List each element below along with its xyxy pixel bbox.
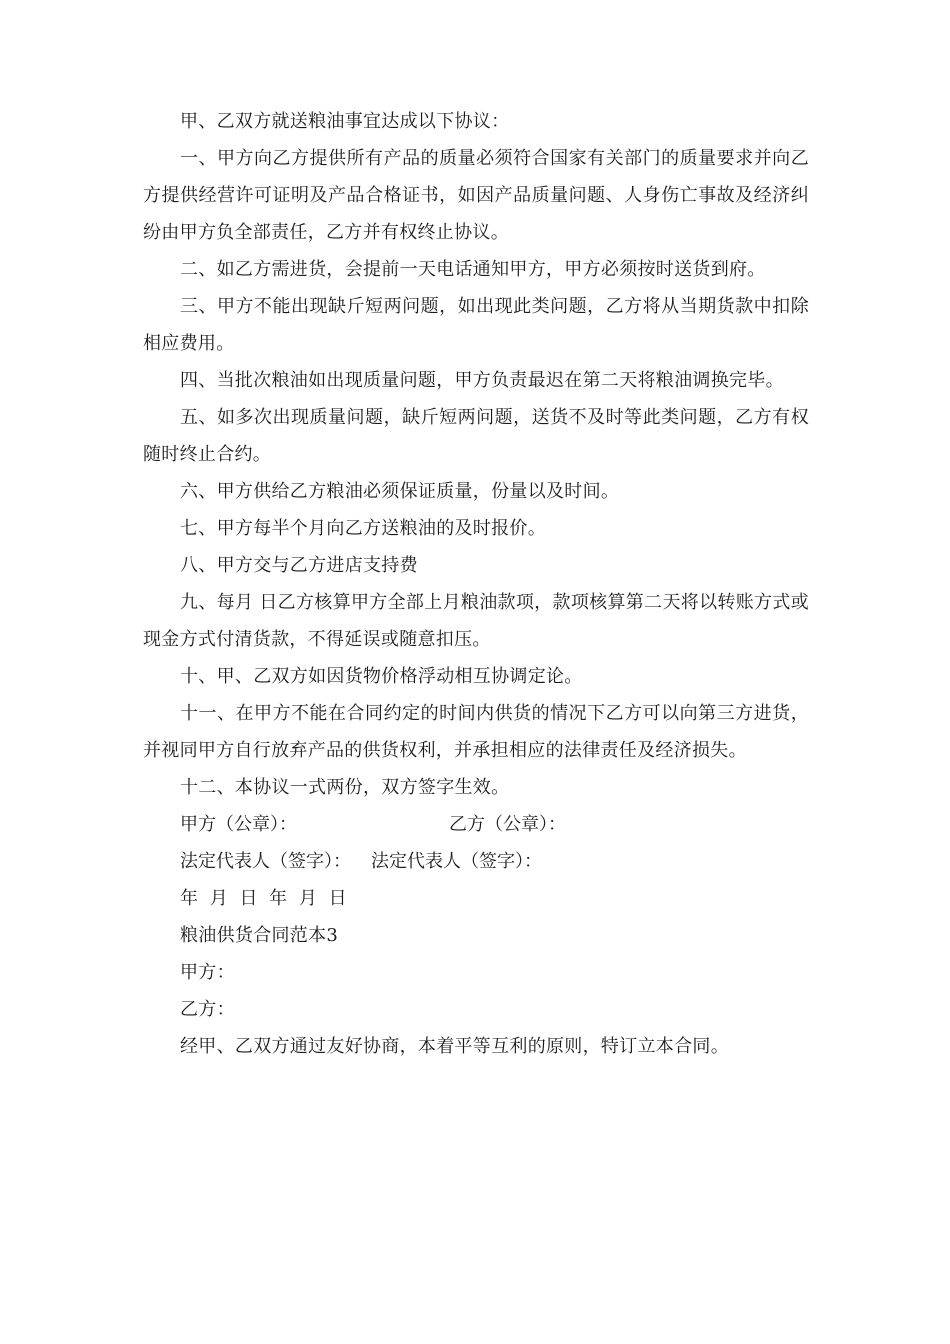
clause-2: 二、如乙方需进货，会提前一天电话通知甲方，甲方必须按时送货到府。 [180, 259, 766, 280]
clause-5: 五、如多次出现质量问题，缺斤短两问题，送货不及时等此类问题，乙方有权随时终止合约。 [143, 407, 809, 465]
next-contract-title: 粮油供货合同范本3 [180, 925, 339, 946]
seal-line [143, 806, 809, 843]
clause-4: 四、当批次粮油如出现质量问题，甲方负责最迟在第二天将粮油调换完毕。 [180, 370, 784, 391]
date-line-text: 年 月 日 年 月 日 [180, 888, 347, 909]
party-b-seal-label: 乙方（公章）： [449, 814, 566, 835]
document-body [143, 103, 809, 1065]
clause-11: 十一、在甲方不能在合同约定的时间内供货的情况下乙方可以向第三方进货，并视同甲方自行放弃产品的供货权利，并承担相应的法律责任及经济损失。 [143, 703, 809, 761]
agreement-intro: 甲、乙双方就送粮油事宜达成以下协议： [180, 111, 510, 132]
date-line [143, 880, 809, 917]
clause-10: 十、甲、乙双方如因货物价格浮动相互协调定论。 [180, 666, 583, 687]
next-contract-preamble: 经甲、乙双方通过友好协商，本着平等互利的原则，特订立本合同。 [180, 1036, 729, 1057]
clause-8: 八、甲方交与乙方进店支持费 [180, 555, 418, 576]
clause-12: 十二、本协议一式两份，双方签字生效。 [180, 777, 510, 798]
clause-3: 三、甲方不能出现缺斤短两问题，如出现此类问题，乙方将从当期货款中扣除相应费用。 [143, 296, 809, 354]
clause-6: 六、甲方供给乙方粮油必须保证质量，份量以及时间。 [180, 481, 620, 502]
party-a-seal-label: 甲方（公章）： [180, 814, 297, 835]
party-b-rep-label: 法定代表人（签字）： [371, 851, 542, 872]
clause-9: 九、每月 日乙方核算甲方全部上月粮油款项，款项核算第二天将以转账方式或现金方式付清货款，不得延误或随意扣压。 [143, 592, 809, 650]
next-contract-party-a: 甲方： [180, 962, 235, 983]
next-contract-party-b: 乙方： [180, 999, 235, 1020]
clause-7: 七、甲方每半个月向乙方送粮油的及时报价。 [180, 518, 546, 539]
representative-line [143, 843, 809, 880]
party-a-rep-label: 法定代表人（签字）： [180, 851, 351, 872]
clause-1: 一、甲方向乙方提供所有产品的质量必须符合国家有关部门的质量要求并向乙方提供经营许可证明及产品合格证书，如因产品质量问题、人身伤亡事故及经济纠纷由甲方负全部责任，乙方并有权终止协议。 [143, 148, 809, 243]
